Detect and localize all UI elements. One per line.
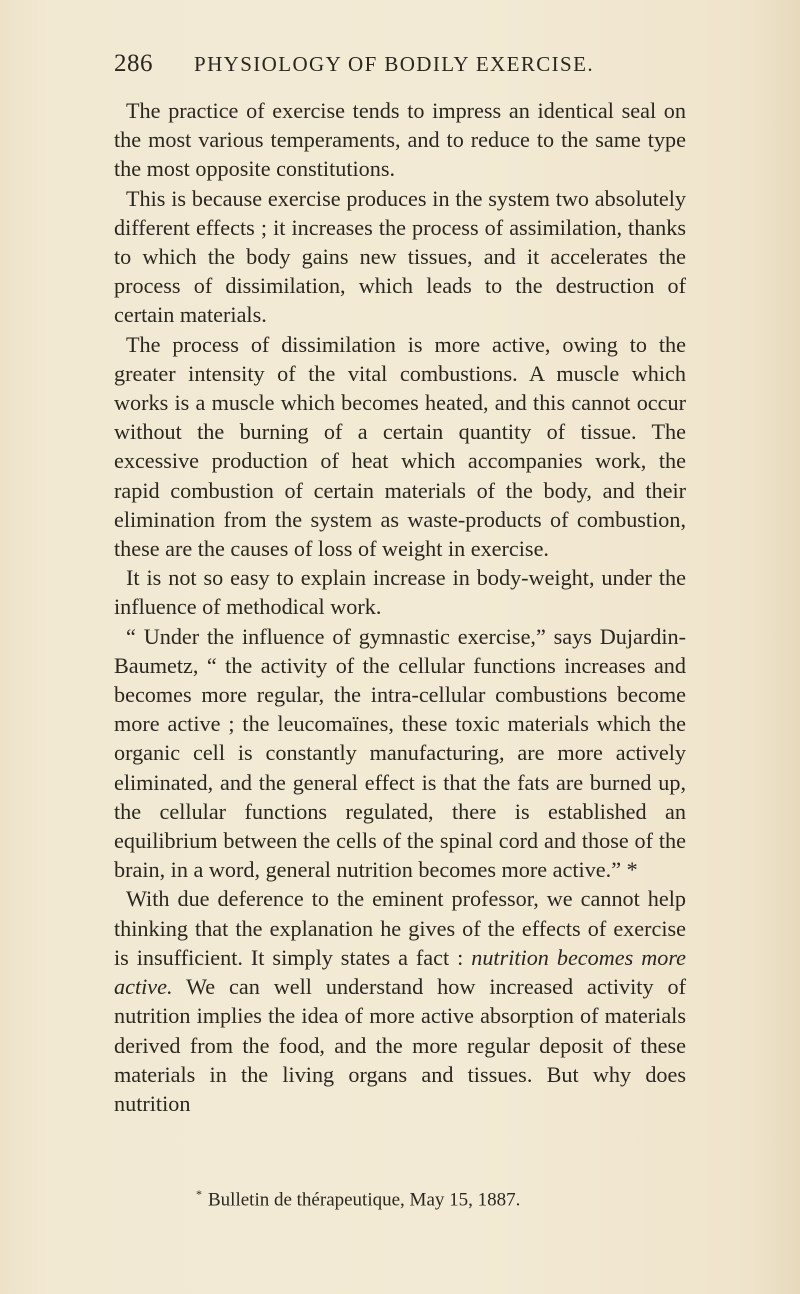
footnote <box>196 1187 520 1211</box>
page-number: 286 <box>114 50 153 77</box>
body-text <box>114 96 686 1118</box>
paragraph-text: With due deference to the eminent professor, we cannot help thinking that the explanation he gives of the effects of exercise is insufficient. It simply states a fact : <box>114 886 686 970</box>
footnote-text: Bulletin de thérapeutique, May 15, 1887. <box>208 1189 521 1211</box>
running-head: PHYSIOLOGY OF BODILY EXERCISE. <box>194 52 595 76</box>
footnote-marker: * <box>196 1187 202 1201</box>
emphasis-text: nutrition becomes more active. <box>114 944 686 1000</box>
paragraph: The practice of exercise tends to impress an identical seal on the most various temperaments, and to reduce to the same type the most opposite constitutions. <box>114 98 686 182</box>
page-header <box>114 50 684 90</box>
paragraph-final <box>114 884 686 1118</box>
paragraph: The process of dissimilation is more active, owing to the greater intensity of the vital combustions. A muscle which works is a muscle which becomes heated, and this cannot occur without the burning of a certain quantity of tissue. The excessive production of heat which accompanies work, the rapid combustion of certain materials of the body, and their elimination from the system as waste-products of combustion, these are the causes of loss of weight in exercise. <box>114 331 686 562</box>
paragraph: It is not so easy to explain increase in body-weight, under the influence of methodical work. <box>114 565 686 620</box>
paragraph: “ Under the influence of gymnastic exercise,” says Dujardin-Baumetz, “ the activity of the cellular functions increases and becomes more regular, the intra-cellular combustions become more active ; the leucomaïnes, these toxic materials which the organic cell is constantly manufacturing, are more actively eliminated, and the general effect is that the fats are burned up, the cellular functions regulated, there is established an equilibrium between the cells of the spinal cord and those of the brain, in a word, general nutrition becomes more active.” * <box>114 623 686 883</box>
paragraph: This is because exercise produces in the system two absolutely different effects ; it increases the process of assimilation, thanks to which the body gains new tissues, and it accelerates the process of dissimilation, which leads to the destruction of certain materials. <box>114 185 686 328</box>
paragraph-text: We can well understand how increased activity of nutrition implies the idea of more active absorption of materials derived from the food, and the more regular deposit of these materials in the living organs and tissues. But why does nutrition <box>114 974 686 1116</box>
